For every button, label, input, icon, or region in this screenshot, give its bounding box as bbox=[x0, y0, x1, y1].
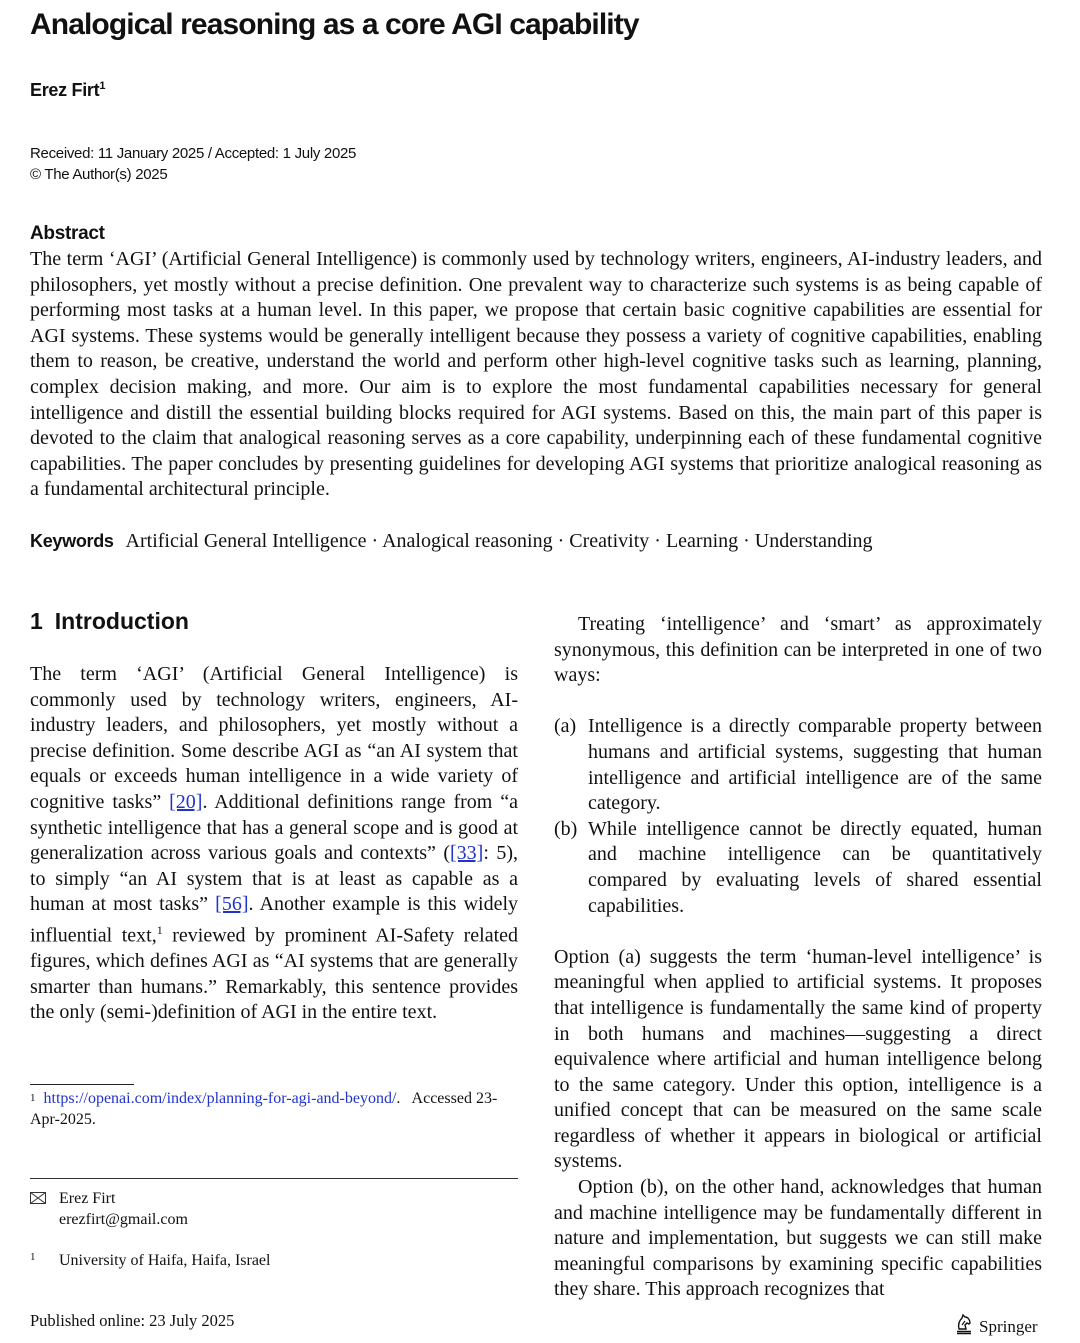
publication-history bbox=[30, 143, 356, 185]
footnote bbox=[30, 1088, 518, 1130]
citation-link-56[interactable]: [56] bbox=[215, 893, 249, 916]
keyword-separator: · bbox=[552, 530, 570, 552]
envelope-icon bbox=[30, 1188, 59, 1230]
footnote-reference[interactable]: 1 bbox=[156, 922, 163, 937]
keyword: Understanding bbox=[754, 530, 873, 552]
paragraph-text: reviewed by prominent AI-Safety related figures, which defines AGI as “AI systems that are generally smarter than humans.” Remarkably, this sentence provides the only (semi-)definition of AGI in the entire text. bbox=[30, 924, 519, 1024]
keyword: Learning bbox=[665, 530, 739, 552]
author-line bbox=[30, 80, 105, 101]
paragraph-text: : 5), to simply “an AI system that is at least as capable as a human at most tasks” bbox=[30, 842, 518, 916]
paper-title: Analogical reasoning as a core AGI capability bbox=[30, 8, 639, 41]
contact-name: Erez Firt bbox=[59, 1190, 116, 1207]
keyword-separator: · bbox=[649, 530, 666, 552]
footnote-number: 1 bbox=[30, 1092, 36, 1104]
keyword-separator: · bbox=[738, 530, 755, 552]
author-name[interactable]: Erez Firt bbox=[30, 80, 100, 100]
paragraph: Treating ‘intelligence’ and ‘smart’ as approximately synonymous, this definition can be interpreted in one of two ways: bbox=[554, 613, 1042, 687]
springer-horse-icon bbox=[954, 1313, 974, 1340]
keywords-line bbox=[30, 529, 1042, 554]
footnote-url-link[interactable]: https://openai.com/index/planning-for-agi-and-beyond/ bbox=[43, 1090, 397, 1107]
keyword-separator: · bbox=[366, 530, 383, 552]
affiliation-text: University of Haifa, Haifa, Israel bbox=[59, 1252, 271, 1269]
copyright-notice: © The Author(s) 2025 bbox=[30, 166, 168, 183]
paragraph-text: . Another example is this widely influential text, bbox=[30, 893, 518, 947]
paragraph-text: The term ‘AGI’ (Artificial General Intelligence) is commonly used by technology writers, engineers, AI-industry leaders, and philosophers, yet mostly without a precise definition. Some describe AGI as “an AI system that equals or exceeds human intelligence in a wide variety of cognitive tasks” bbox=[30, 663, 518, 813]
abstract-text: The term ‘AGI’ (Artificial General Intelligence) is commonly used by technology writers, engineers, AI-industry leaders, and philosophers, yet mostly without a precise definition. One prevalent way to characterize such systems is as being capable of performing most tasks at a human level. In this paper, we propose that certain basic cognitive capabilities are essential for AGI systems. These systems would be generally intelligent because they possess a variety of cognitive capabilities, enabling them to reason, be creative, understand the world and perform other high-level cognitive tasks such as learning, planning, complex decision making, and more. Our aim is to explore the most fundamental capabilities necessary for general intelligence and distill the essential building blocks required for AGI systems. Based on this, the main part of this paper is devoted to the claim that analogical reasoning serves as a core capability, underpinning each of these fundamental cognitive capabilities. The paper concludes by presenting guidelines for developing AGI systems that prioritize analogical reasoning as a fundamental architectural principle. bbox=[30, 248, 1042, 501]
corresponding-author bbox=[30, 1188, 518, 1230]
list-item bbox=[554, 817, 1042, 919]
footnote-suffix: . Accessed 23-Apr-2025. bbox=[30, 1090, 498, 1128]
list-text: Intelligence is a directly comparable property between humans and artificial systems, suggesting that human intelligence and artificial intelligence are of the same category. bbox=[588, 715, 1042, 815]
list-label: (b) bbox=[554, 817, 578, 840]
section-number: 1 bbox=[30, 608, 43, 634]
section-heading bbox=[30, 608, 189, 635]
keyword: Artificial General Intelligence bbox=[125, 530, 367, 552]
paragraph: Option (b), on the other hand, acknowledges that human and machine intelligence may be fundamentally different in nature and implementation, but suggests we can still make meaningful comparisons by examining specific capabilities they share. This approach recognizes that bbox=[554, 1176, 1042, 1301]
publisher-logo bbox=[954, 1313, 1038, 1340]
contact-email[interactable]: erezfirt@gmail.com bbox=[59, 1211, 188, 1228]
footnote-divider bbox=[30, 1084, 134, 1085]
abstract-heading: Abstract bbox=[30, 223, 105, 244]
keywords-label: Keywords bbox=[30, 531, 114, 551]
right-column bbox=[554, 612, 1042, 1303]
keyword: Analogical reasoning bbox=[382, 530, 553, 552]
published-online-date: Published online: 23 July 2025 bbox=[30, 1311, 235, 1330]
affiliation-divider bbox=[30, 1178, 518, 1179]
citation-link-20[interactable]: [20] bbox=[169, 790, 203, 813]
list-item bbox=[554, 714, 1042, 816]
list-label: (a) bbox=[554, 715, 577, 738]
affiliation-mark: 1 bbox=[30, 1251, 36, 1263]
affiliation bbox=[30, 1250, 518, 1271]
author-contact bbox=[30, 1188, 518, 1271]
section-title: Introduction bbox=[54, 608, 189, 634]
list-text: While intelligence cannot be directly equated, human and machine intelligence can be quantitatively compared by evaluating levels of shared essential capabilities. bbox=[588, 817, 1042, 917]
left-column-paragraph bbox=[30, 662, 518, 1026]
keyword: Creativity bbox=[569, 530, 650, 552]
paragraph-text: . Additional definitions range from “a synthetic intelligence that has a general scope and is good at generalization across various goals and contexts” ( bbox=[30, 790, 518, 865]
received-accepted-dates: Received: 11 January 2025 / Accepted: 1 July 2025 bbox=[30, 145, 357, 162]
publisher-name: Springer bbox=[979, 1316, 1038, 1336]
option-list bbox=[554, 714, 1042, 919]
paragraph: Option (a) suggests the term ‘human-level intelligence’ is meaningful when applied to artificial systems. It proposes that intelligence is fundamentally the same kind of property in both humans and machines—suggesting a direct equivalence where artificial and human intelligence belong to the same category. Under this option, intelligence is a unified concept that can be measured on the same scale regardless of whether it appears in biological or artificial systems. bbox=[554, 945, 1042, 1173]
author-affiliation-mark: 1 bbox=[99, 80, 106, 92]
citation-link-33[interactable]: [33] bbox=[450, 842, 484, 865]
